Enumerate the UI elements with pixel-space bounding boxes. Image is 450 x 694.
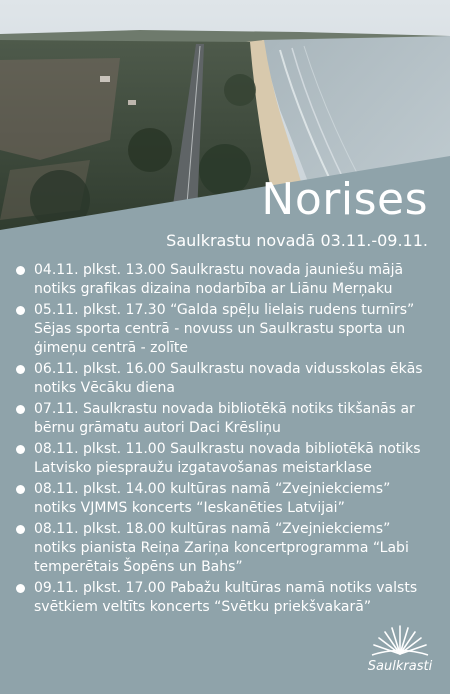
bullet-icon	[16, 525, 25, 534]
event-item	[16, 520, 436, 577]
event-item	[16, 400, 436, 438]
sunrise-icon	[370, 622, 430, 658]
bullet-icon	[16, 485, 25, 494]
event-text: 08.11. plkst. 11.00 Saulkrastu novada bibliotēkā notiks Latvisko piespraužu izgatavošanas meistarklase	[34, 441, 421, 476]
event-text: 04.11. plkst. 13.00 Saulkrastu novada jauniešu mājā notiks grafikas dizaina nodarbība ar Liānu Merņaku	[34, 262, 404, 297]
event-item	[16, 360, 436, 398]
event-text: 06.11. plkst. 16.00 Saulkrastu novada vidusskolas ēkās notiks Vēcāku diena	[34, 361, 423, 396]
event-text: 07.11. Saulkrastu novada bibliotēkā notiks tikšanās ar bērnu grāmatu autori Daci Krēsliņu	[34, 401, 415, 436]
event-item	[16, 579, 436, 617]
bullet-icon	[16, 266, 25, 275]
event-item	[16, 440, 436, 478]
event-text: 08.11. plkst. 18.00 kultūras namā “Zvejniekciems” notiks pianista Reiņa Zariņa koncertprogramma “Labi temperētais Šopēns un Bahs”	[34, 521, 409, 575]
bullet-icon	[16, 365, 25, 374]
event-list	[16, 261, 436, 619]
event-item	[16, 261, 436, 299]
page-subtitle: Saulkrastu novadā 03.11.-09.11.	[166, 231, 428, 250]
page-title: Norises	[261, 174, 428, 225]
event-text: 09.11. plkst. 17.00 Pabažu kultūras namā notiks valsts svētkiem veltīts koncerts “Svētku priekšvakarā”	[34, 580, 418, 615]
bullet-icon	[16, 405, 25, 414]
bullet-icon	[16, 445, 25, 454]
event-item	[16, 301, 436, 358]
logo-text: Saulkrasti	[367, 659, 433, 674]
saulkrasti-logo	[362, 622, 438, 682]
event-text: 05.11. plkst. 17.30 “Galda spēļu lielais rudens turnīrs” Sējas sporta centrā - novuss un Saulkrastu sporta un ģimeņu centrā - zolīte	[34, 302, 415, 356]
bullet-icon	[16, 306, 25, 315]
bullet-icon	[16, 584, 25, 593]
event-text: 08.11. plkst. 14.00 kultūras namā “Zvejniekciems” notiks VJMMS koncerts “Ieskanēties Latvijai”	[34, 481, 391, 516]
event-item	[16, 480, 436, 518]
